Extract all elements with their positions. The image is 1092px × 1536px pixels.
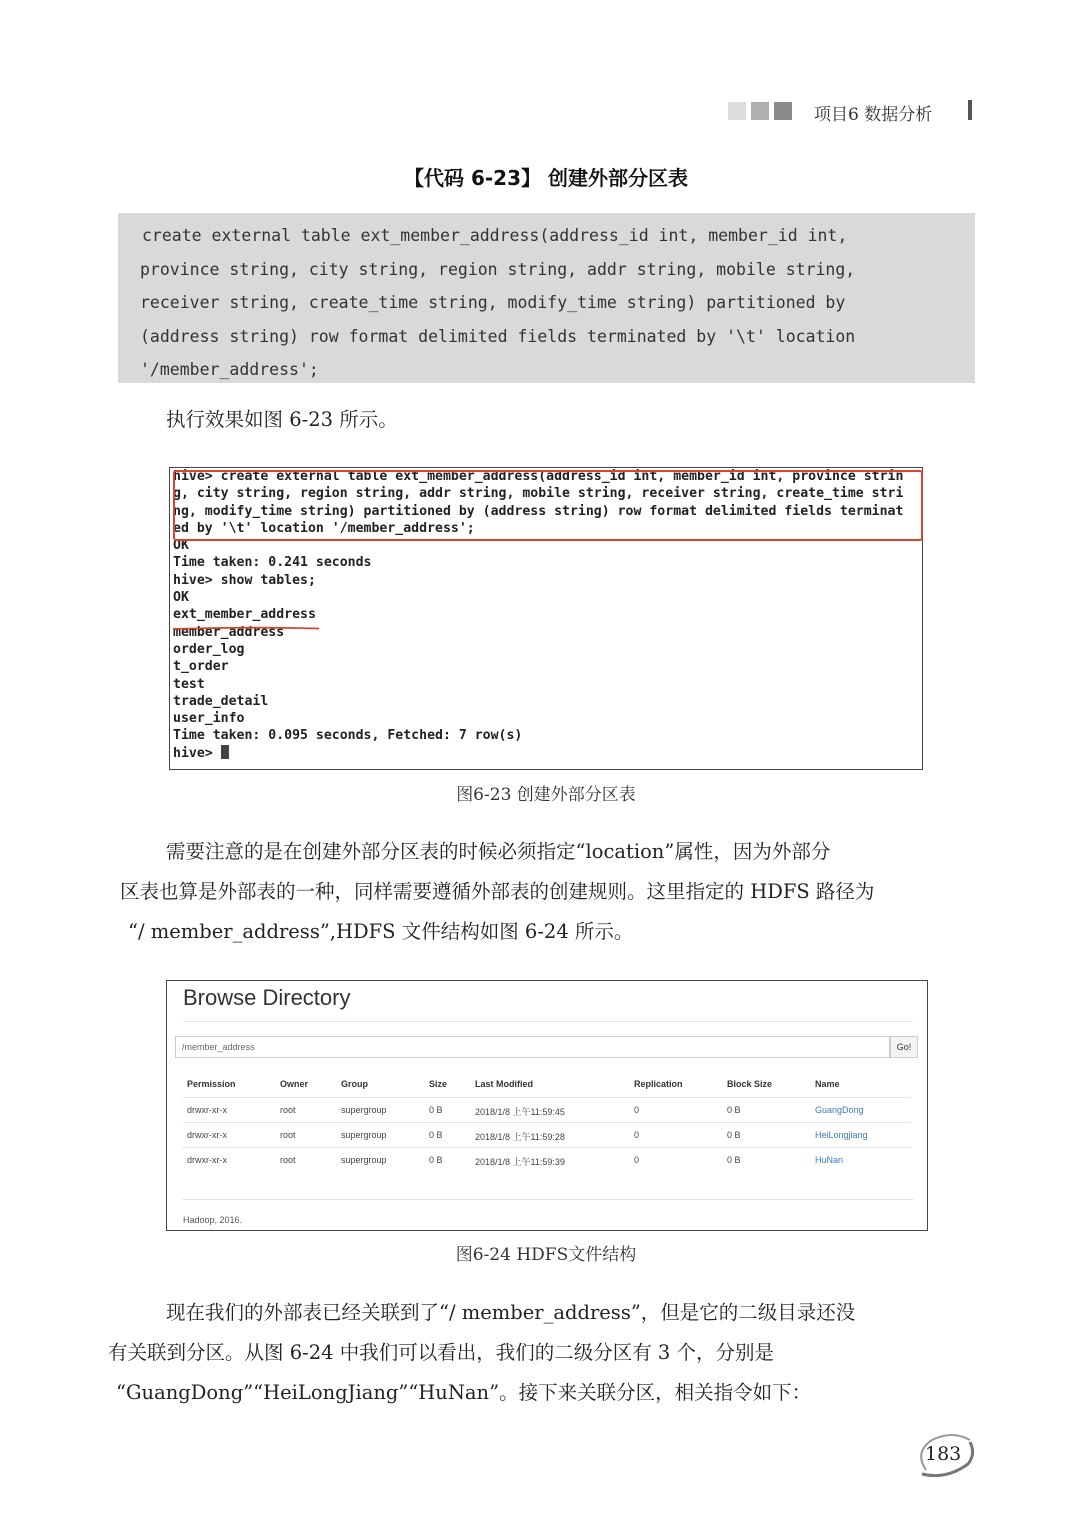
divider <box>183 1021 913 1022</box>
go-button[interactable]: Go! <box>890 1036 918 1058</box>
cell-block-size: 0 B <box>727 1130 741 1140</box>
cell-last-modified: 2018/1/8 上午11:59:45 <box>475 1107 565 1117</box>
intro-paragraph: 执行效果如图 6-23 所示。 <box>166 408 398 431</box>
path-input[interactable]: /member_address <box>175 1036 890 1058</box>
cell-replication: 0 <box>634 1105 640 1115</box>
terminal-line: order_log <box>173 641 245 657</box>
hdfs-screenshot <box>166 980 928 1231</box>
code-line: province string, city string, region string, addr string, mobile string, <box>140 259 856 279</box>
cell-block-size: 0 B <box>727 1105 741 1115</box>
figure-caption: 图6-23 创建外部分区表 <box>456 785 636 805</box>
header-bar <box>968 100 972 120</box>
terminal-line: t_order <box>173 659 229 675</box>
terminal-line: Time taken: 0.241 seconds <box>173 555 372 571</box>
paragraph-line: 有关联到分区。从图 6-24 中我们可以看出，我们的二级分区有 3 个，分别是 <box>108 1341 775 1364</box>
row-divider <box>183 1097 911 1098</box>
directory-link[interactable]: GuangDong <box>815 1105 864 1115</box>
column-header: Size <box>429 1079 448 1089</box>
code-line: create external table ext_member_address(address_id int, member_id int, <box>142 226 848 245</box>
code-block <box>118 213 975 383</box>
header-block <box>774 102 792 120</box>
figure-caption: 图6-24 HDFS文件结构 <box>455 1245 637 1265</box>
highlight-box <box>173 470 923 541</box>
terminal-prompt: hive> <box>173 745 221 761</box>
code-line: receiver string, create_time string, modify_time string) partitioned by <box>140 293 846 312</box>
running-header: 项目6 数据分析 <box>814 105 933 125</box>
cell-size: 0 B <box>429 1130 443 1140</box>
cell-permission: drwxr-xr-x <box>187 1105 227 1115</box>
cell-size: 0 B <box>429 1105 443 1115</box>
highlight-underline <box>171 626 321 631</box>
cell-last-modified: 2018/1/8 上午11:59:28 <box>475 1132 565 1142</box>
header-block <box>728 102 746 120</box>
cell-group: supergroup <box>341 1105 387 1115</box>
terminal-line: trade_detail <box>173 693 269 709</box>
column-header: Replication <box>634 1079 683 1089</box>
row-divider <box>183 1122 911 1123</box>
column-header: Owner <box>280 1079 309 1089</box>
cell-size: 0 B <box>429 1155 443 1165</box>
terminal-line: ng, modify_time string) partitioned by (address string) row format delimited fields terminat <box>173 503 904 519</box>
divider <box>183 1199 913 1200</box>
terminal-line: user_info <box>173 711 245 727</box>
cell-owner: root <box>280 1130 296 1140</box>
terminal-line: OK <box>173 538 189 554</box>
code-caption: 【代码 6-23】 创建外部分区表 <box>404 166 688 190</box>
hdfs-footer: Hadoop, 2016. <box>183 1215 243 1225</box>
terminal-line: hive> create external table ext_member_address(address_id int, member_id int, province strin <box>173 469 904 484</box>
terminal-line: hive> show tables; <box>173 572 316 588</box>
cell-replication: 0 <box>634 1155 640 1165</box>
column-header: Block Size <box>727 1079 773 1089</box>
paragraph-line: 区表也算是外部表的一种，同样需要遵循外部表的创建规则。这里指定的 HDFS 路径为 <box>120 880 875 903</box>
paragraph-line: “GuangDong”“HeiLongJiang”“HuNan”。接下来关联分区，相关指令如下： <box>116 1381 812 1404</box>
terminal-line: OK <box>173 590 189 606</box>
header-block <box>751 102 769 120</box>
paragraph-line: 需要注意的是在创建外部分区表的时候必须指定“location”属性，因为外部分 <box>166 840 831 863</box>
cursor-icon <box>221 745 229 759</box>
code-line: (address string) row format delimited fields terminated by '\t' location <box>140 326 856 346</box>
directory-link[interactable]: HuNan <box>815 1155 844 1165</box>
column-header: Name <box>815 1079 840 1089</box>
cell-owner: root <box>280 1155 296 1165</box>
terminal-line: test <box>173 676 205 692</box>
directory-link[interactable]: HeiLongjiang <box>815 1130 868 1140</box>
cell-group: supergroup <box>341 1130 387 1140</box>
terminal-line: member_address <box>173 624 285 640</box>
cell-group: supergroup <box>341 1155 387 1165</box>
terminal-line: g, city string, region string, addr string, mobile string, receiver string, create_time stri <box>173 486 904 502</box>
cell-permission: drwxr-xr-x <box>187 1130 227 1140</box>
hdfs-page-title: Browse Directory <box>183 985 351 1010</box>
cell-replication: 0 <box>634 1130 640 1140</box>
cell-last-modified: 2018/1/8 上午11:59:39 <box>475 1157 565 1167</box>
header-decoration <box>728 102 792 120</box>
page-number: 183 <box>925 1443 962 1465</box>
terminal-line: ext_member_address <box>173 607 316 623</box>
column-header: Permission <box>187 1079 236 1089</box>
terminal-prompt-line <box>170 745 922 762</box>
code-line: '/member_address'; <box>140 360 319 379</box>
paragraph-line: “/ member_address”,HDFS 文件结构如图 6-24 所示。 <box>128 920 634 943</box>
terminal-line: ed by '\t' location '/member_address'; <box>173 520 475 536</box>
cell-block-size: 0 B <box>727 1155 741 1165</box>
column-header: Group <box>341 1079 368 1089</box>
cell-owner: root <box>280 1105 296 1115</box>
column-header: Last Modified <box>475 1079 533 1089</box>
cell-permission: drwxr-xr-x <box>187 1155 227 1165</box>
paragraph-line: 现在我们的外部表已经关联到了“/ member_address”，但是它的二级目录还没 <box>166 1301 856 1324</box>
row-divider <box>183 1147 911 1148</box>
terminal-line: Time taken: 0.095 seconds, Fetched: 7 row(s) <box>173 728 523 744</box>
